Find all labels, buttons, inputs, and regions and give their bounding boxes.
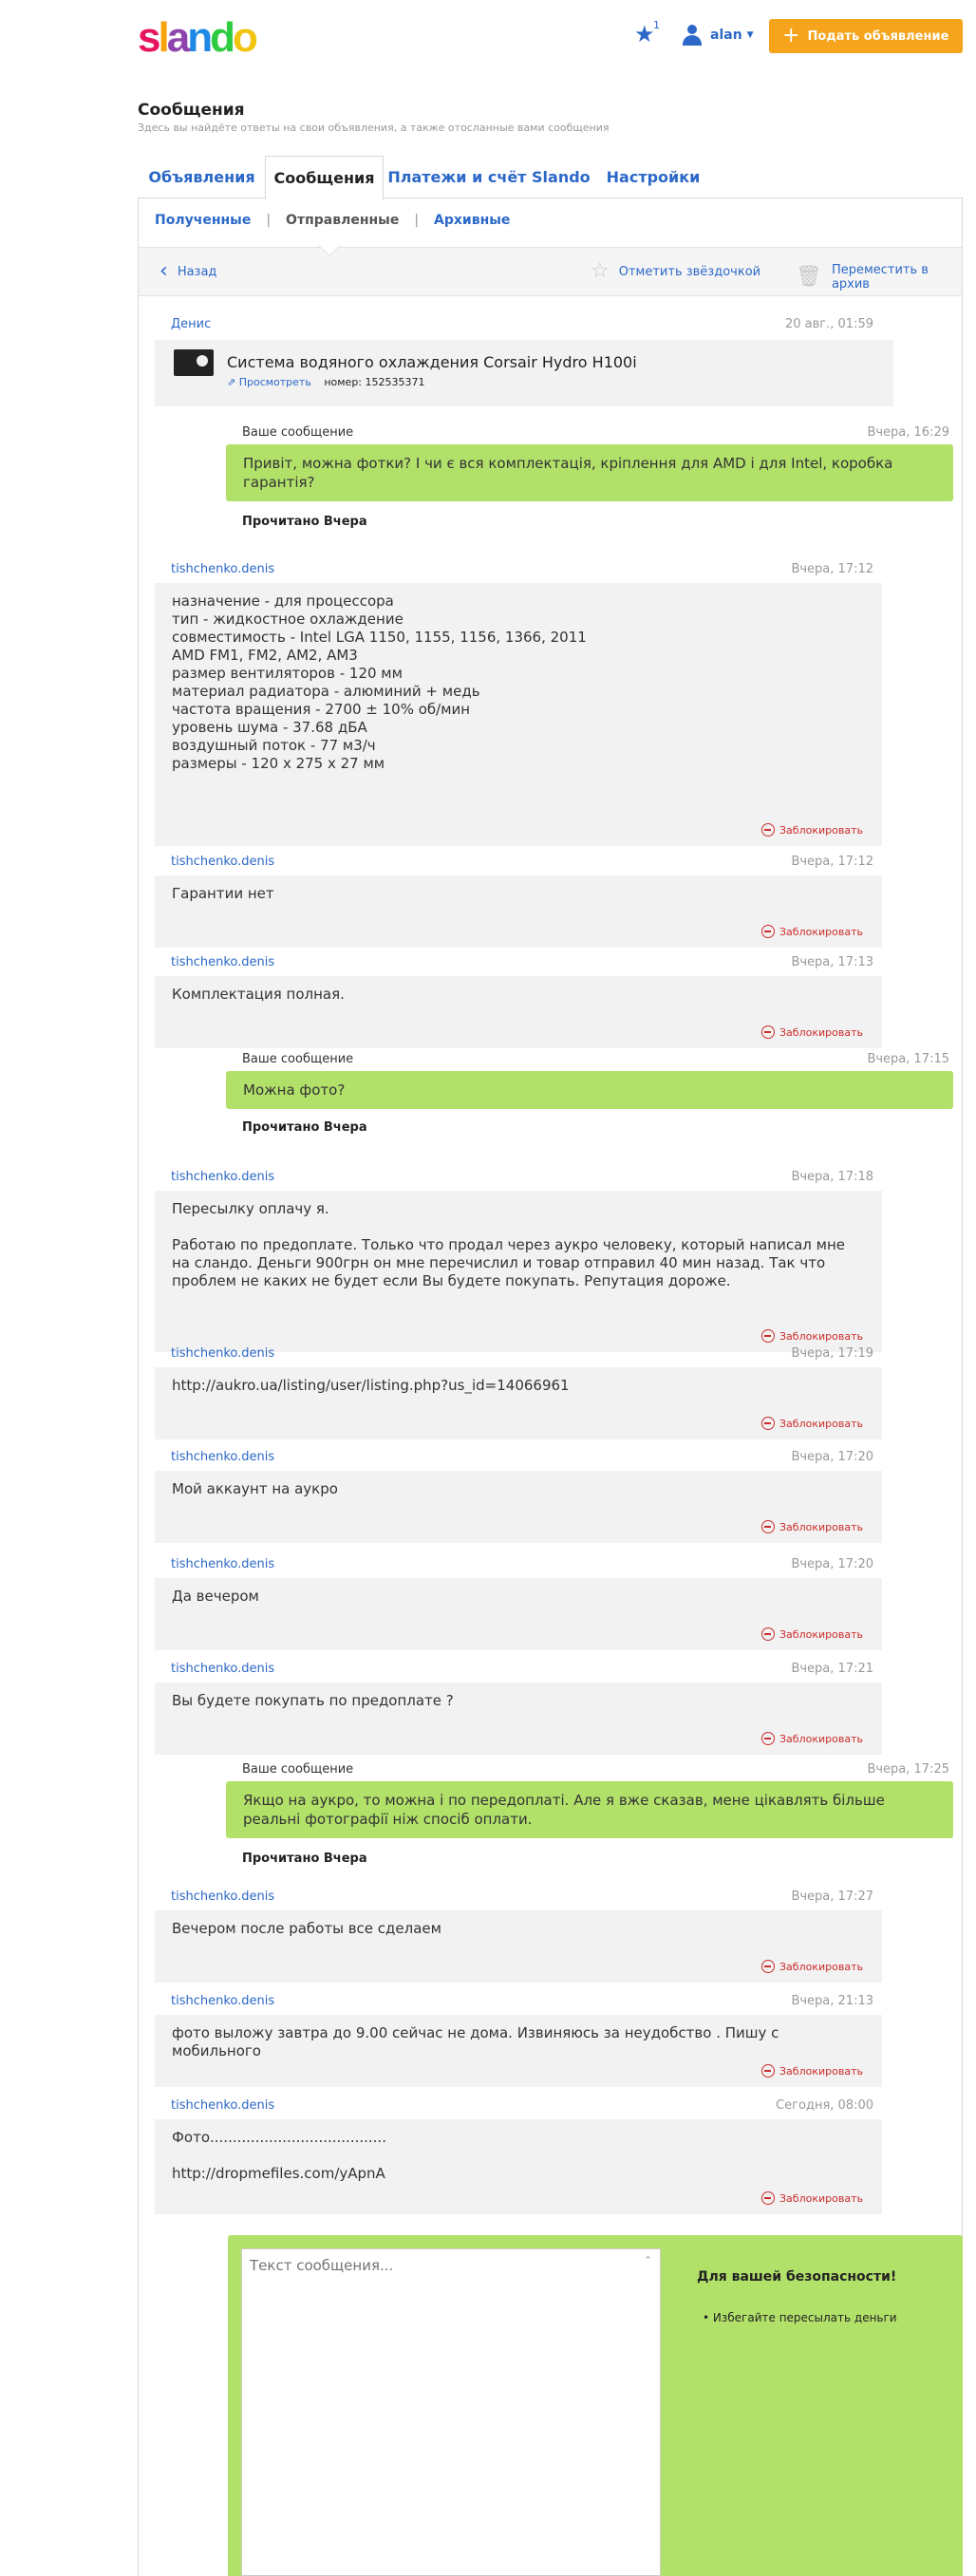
caret-down-icon: ▼: [746, 30, 754, 40]
message-time: Вчера, 16:29: [867, 425, 949, 440]
message-text: назначение - для процессора тип - жидкостное охлаждение совместимость - Intel LGA 1150, 1155, 1156, 1366, 2011 AMD FM1, FM2, AM2, AM3 размер вентиляторов - 120 мм материал радиатора - алюминий + медь частота вращения - 2700 ± 10% об/мин уровень шума - 37.68 дБА воздушный поток - 77 м3/ч размеры - 120 x 275 x 27 мм: [172, 592, 587, 772]
message-author[interactable]: tishchenko.denis: [171, 855, 275, 869]
block-label: Заблокировать: [779, 823, 863, 837]
message-text: Привіт, можна фотки? І чи є вся комплектація, кріплення для AMD і для Intel, коробка гарантія?: [243, 455, 893, 491]
user-icon: [682, 25, 703, 46]
block-label: Заблокировать: [779, 1960, 863, 1973]
message-author[interactable]: tishchenko.denis: [171, 1994, 275, 2008]
block-user-button[interactable]: [761, 1627, 863, 1641]
message-text: Гарантии нет: [172, 885, 274, 902]
block-user-button[interactable]: [761, 2064, 863, 2078]
safety-item: • Избегайте пересылать деньги: [703, 2311, 897, 2324]
block-user-button[interactable]: [761, 925, 863, 938]
compose-area: [228, 2235, 963, 2576]
block-icon: [761, 1520, 775, 1533]
block-icon: [761, 925, 775, 938]
block-icon: [761, 1417, 775, 1430]
message-author[interactable]: tishchenko.denis: [171, 1170, 275, 1184]
message-author[interactable]: tishchenko.denis: [171, 1662, 275, 1676]
trash-icon: 🗑: [796, 265, 822, 289]
block-icon: [761, 1329, 775, 1343]
own-message-bubble: [226, 1781, 953, 1838]
read-status: Прочитано Вчера: [242, 1852, 367, 1866]
block-label: Заблокировать: [779, 1025, 863, 1039]
message-time: Вчера, 17:13: [791, 955, 873, 969]
message-text: Вечером после работы все сделаем: [172, 1920, 441, 1937]
message-author[interactable]: tishchenko.denis: [171, 1557, 275, 1571]
own-message-bubble: [226, 444, 953, 501]
block-user-button[interactable]: [761, 823, 863, 837]
message-text: Пересылку оплачу я. Работаю по предоплате. Только что продал через аукро человеку, который написал мне на сландо. Деньги 900грн он мне перечислил и товар отправил 40 мин назад. Так что проблем не каких не будет если Вы будете покупать. Репутация дороже.: [172, 1200, 845, 1289]
message-text: Мой аккаунт на аукро: [172, 1480, 338, 1497]
tab-settings[interactable]: Настройки: [606, 168, 701, 186]
view-listing-link[interactable]: ⇗ Просмотреть: [227, 376, 311, 388]
page-title: Сообщения: [138, 101, 245, 120]
block-label: Заблокировать: [779, 2191, 863, 2205]
logo-letter: n: [187, 14, 211, 61]
archive-action[interactable]: [796, 263, 962, 291]
message-time: Вчера, 17:15: [867, 1052, 949, 1066]
back-link[interactable]: [160, 259, 217, 283]
own-message-label: Ваше сообщение: [242, 1052, 354, 1066]
message-time: Вчера, 17:19: [791, 1346, 873, 1361]
block-label: Заблокировать: [779, 925, 863, 938]
archive-action-label: Переместить в архив: [831, 263, 929, 291]
chevron-left-icon: ‹: [160, 259, 168, 283]
message-text: http://aukro.ua/listing/user/listing.php?us_id=14066961: [172, 1377, 570, 1394]
block-label: Заблокировать: [779, 1627, 863, 1641]
view-listing-label: Просмотреть: [238, 376, 311, 388]
main-tabs: [138, 156, 963, 198]
subtabs: [155, 213, 510, 228]
block-label: Заблокировать: [779, 1732, 863, 1745]
message-time: Сегодня, 08:00: [776, 2098, 873, 2113]
block-icon: [761, 1732, 775, 1745]
message-time: Вчера, 17:25: [867, 1762, 949, 1777]
user-menu[interactable]: [682, 25, 754, 46]
message-time: Вчера, 21:13: [791, 1994, 873, 2008]
own-message-label: Ваше сообщение: [242, 425, 354, 440]
message-author[interactable]: tishchenko.denis: [171, 955, 275, 969]
listing-meta: [227, 376, 425, 388]
subtab-separator: |: [414, 213, 420, 228]
block-label: Заблокировать: [779, 1520, 863, 1533]
logo-letter: s: [138, 14, 159, 61]
message-author[interactable]: tishchenko.denis: [171, 562, 275, 576]
block-icon: [761, 2191, 775, 2205]
tab-messages[interactable]: Сообщения: [265, 156, 384, 199]
message-text: Якщо на аукро, то можна і по передоплаті. Але я вже сказав, мене цікавлять більше реальні фотографії ніж спосіб оплати.: [243, 1792, 885, 1828]
logo-letter: l: [158, 14, 167, 61]
post-ad-button[interactable]: [769, 19, 963, 53]
message-text: фото выложу завтра до 9.00 сейчас не дома. Извиняюсь за неудобство . Пишу с мобильного: [172, 2024, 779, 2059]
listing-author[interactable]: Денис: [171, 317, 212, 331]
message-time: Вчера, 17:20: [791, 1450, 873, 1464]
message-author[interactable]: tishchenko.denis: [171, 1346, 275, 1361]
subtab-pointer: [318, 245, 341, 256]
block-icon: [761, 1960, 775, 1973]
subtab-received[interactable]: Полученные: [155, 213, 252, 228]
block-icon: [761, 823, 775, 837]
tab-ads[interactable]: Объявления: [148, 168, 255, 186]
listing-number: номер: 152535371: [324, 376, 425, 388]
own-message-label: Ваше сообщение: [242, 1762, 354, 1777]
message-author[interactable]: tishchenko.denis: [171, 2098, 275, 2113]
message-author[interactable]: tishchenko.denis: [171, 1450, 275, 1464]
block-user-button[interactable]: [761, 1025, 863, 1039]
star-action[interactable]: [591, 259, 761, 283]
tab-payments[interactable]: Платежи и счёт Slando: [387, 168, 591, 186]
back-label: Назад: [177, 264, 217, 279]
incoming-message-bubble: [155, 583, 882, 846]
page-subtitle: Здесь вы найдёте ответы на свои объявления, а также отосланные вами сообщения: [138, 122, 610, 134]
message-toolbar: [139, 247, 962, 296]
subtab-sent[interactable]: Отправленные: [286, 213, 400, 228]
logo-letter: a: [166, 14, 188, 61]
scroll-up-icon[interactable]: ⌃: [644, 2254, 653, 2266]
block-user-button[interactable]: [761, 2191, 863, 2205]
star-outline-icon: ☆: [591, 259, 610, 283]
read-status: Прочитано Вчера: [242, 515, 367, 529]
block-icon: [761, 1627, 775, 1641]
message-text: Можна фото?: [243, 1081, 346, 1099]
logo-letter: d: [210, 14, 233, 61]
block-label: Заблокировать: [779, 1329, 863, 1343]
block-label: Заблокировать: [779, 1417, 863, 1430]
safety-item-text: Избегайте пересылать деньги: [712, 2311, 897, 2324]
star-icon[interactable]: ★: [634, 21, 655, 47]
user-name: alan: [710, 28, 742, 43]
top-bar: [0, 0, 976, 76]
message-text: Комплектация полная.: [172, 986, 345, 1003]
block-user-button[interactable]: [761, 1960, 863, 1973]
slando-logo[interactable]: [138, 14, 255, 61]
logo-letter: o: [232, 14, 255, 61]
read-status: Прочитано Вчера: [242, 1120, 367, 1135]
block-icon: [761, 2064, 775, 2078]
message-time: Вчера, 17:12: [791, 562, 873, 576]
message-time: Вчера, 17:12: [791, 855, 873, 869]
listing-time: 20 авг., 01:59: [785, 317, 873, 331]
block-icon: [761, 1025, 775, 1039]
block-user-button[interactable]: [761, 1520, 863, 1533]
listing-card: [155, 340, 893, 406]
message-text: Фото....................................... http://dropmefiles.com/yApnA: [172, 2129, 386, 2182]
subtab-separator: |: [266, 213, 272, 228]
message-time: Вчера, 17:20: [791, 1557, 873, 1571]
post-ad-label: Подать объявление: [807, 28, 949, 44]
message-time: Вчера, 17:18: [791, 1170, 873, 1184]
block-user-button[interactable]: [761, 1417, 863, 1430]
message-text: Вы будете покупать по предоплате ?: [172, 1692, 454, 1709]
block-user-button[interactable]: [761, 1329, 863, 1343]
block-user-button[interactable]: [761, 1732, 863, 1745]
star-action-label: Отметить звёздочкой: [618, 264, 761, 279]
block-label: Заблокировать: [779, 2064, 863, 2078]
message-text: Да вечером: [172, 1588, 259, 1605]
message-time: Вчера, 17:21: [791, 1662, 873, 1676]
message-time: Вчера, 17:27: [791, 1890, 873, 1904]
subtab-archive[interactable]: Архивные: [434, 213, 511, 228]
plus-icon: +: [782, 24, 800, 47]
star-count: 1: [653, 19, 660, 31]
listing-title: Система водяного охлаждения Corsair Hydro H100i: [227, 353, 637, 371]
safety-title: Для вашей безопасности!: [697, 2269, 897, 2285]
listing-thumbnail[interactable]: [174, 349, 214, 376]
incoming-message-bubble: [155, 1191, 882, 1352]
message-input[interactable]: [241, 2248, 661, 2576]
message-author[interactable]: tishchenko.denis: [171, 1890, 275, 1904]
own-message-bubble: [226, 1071, 953, 1109]
